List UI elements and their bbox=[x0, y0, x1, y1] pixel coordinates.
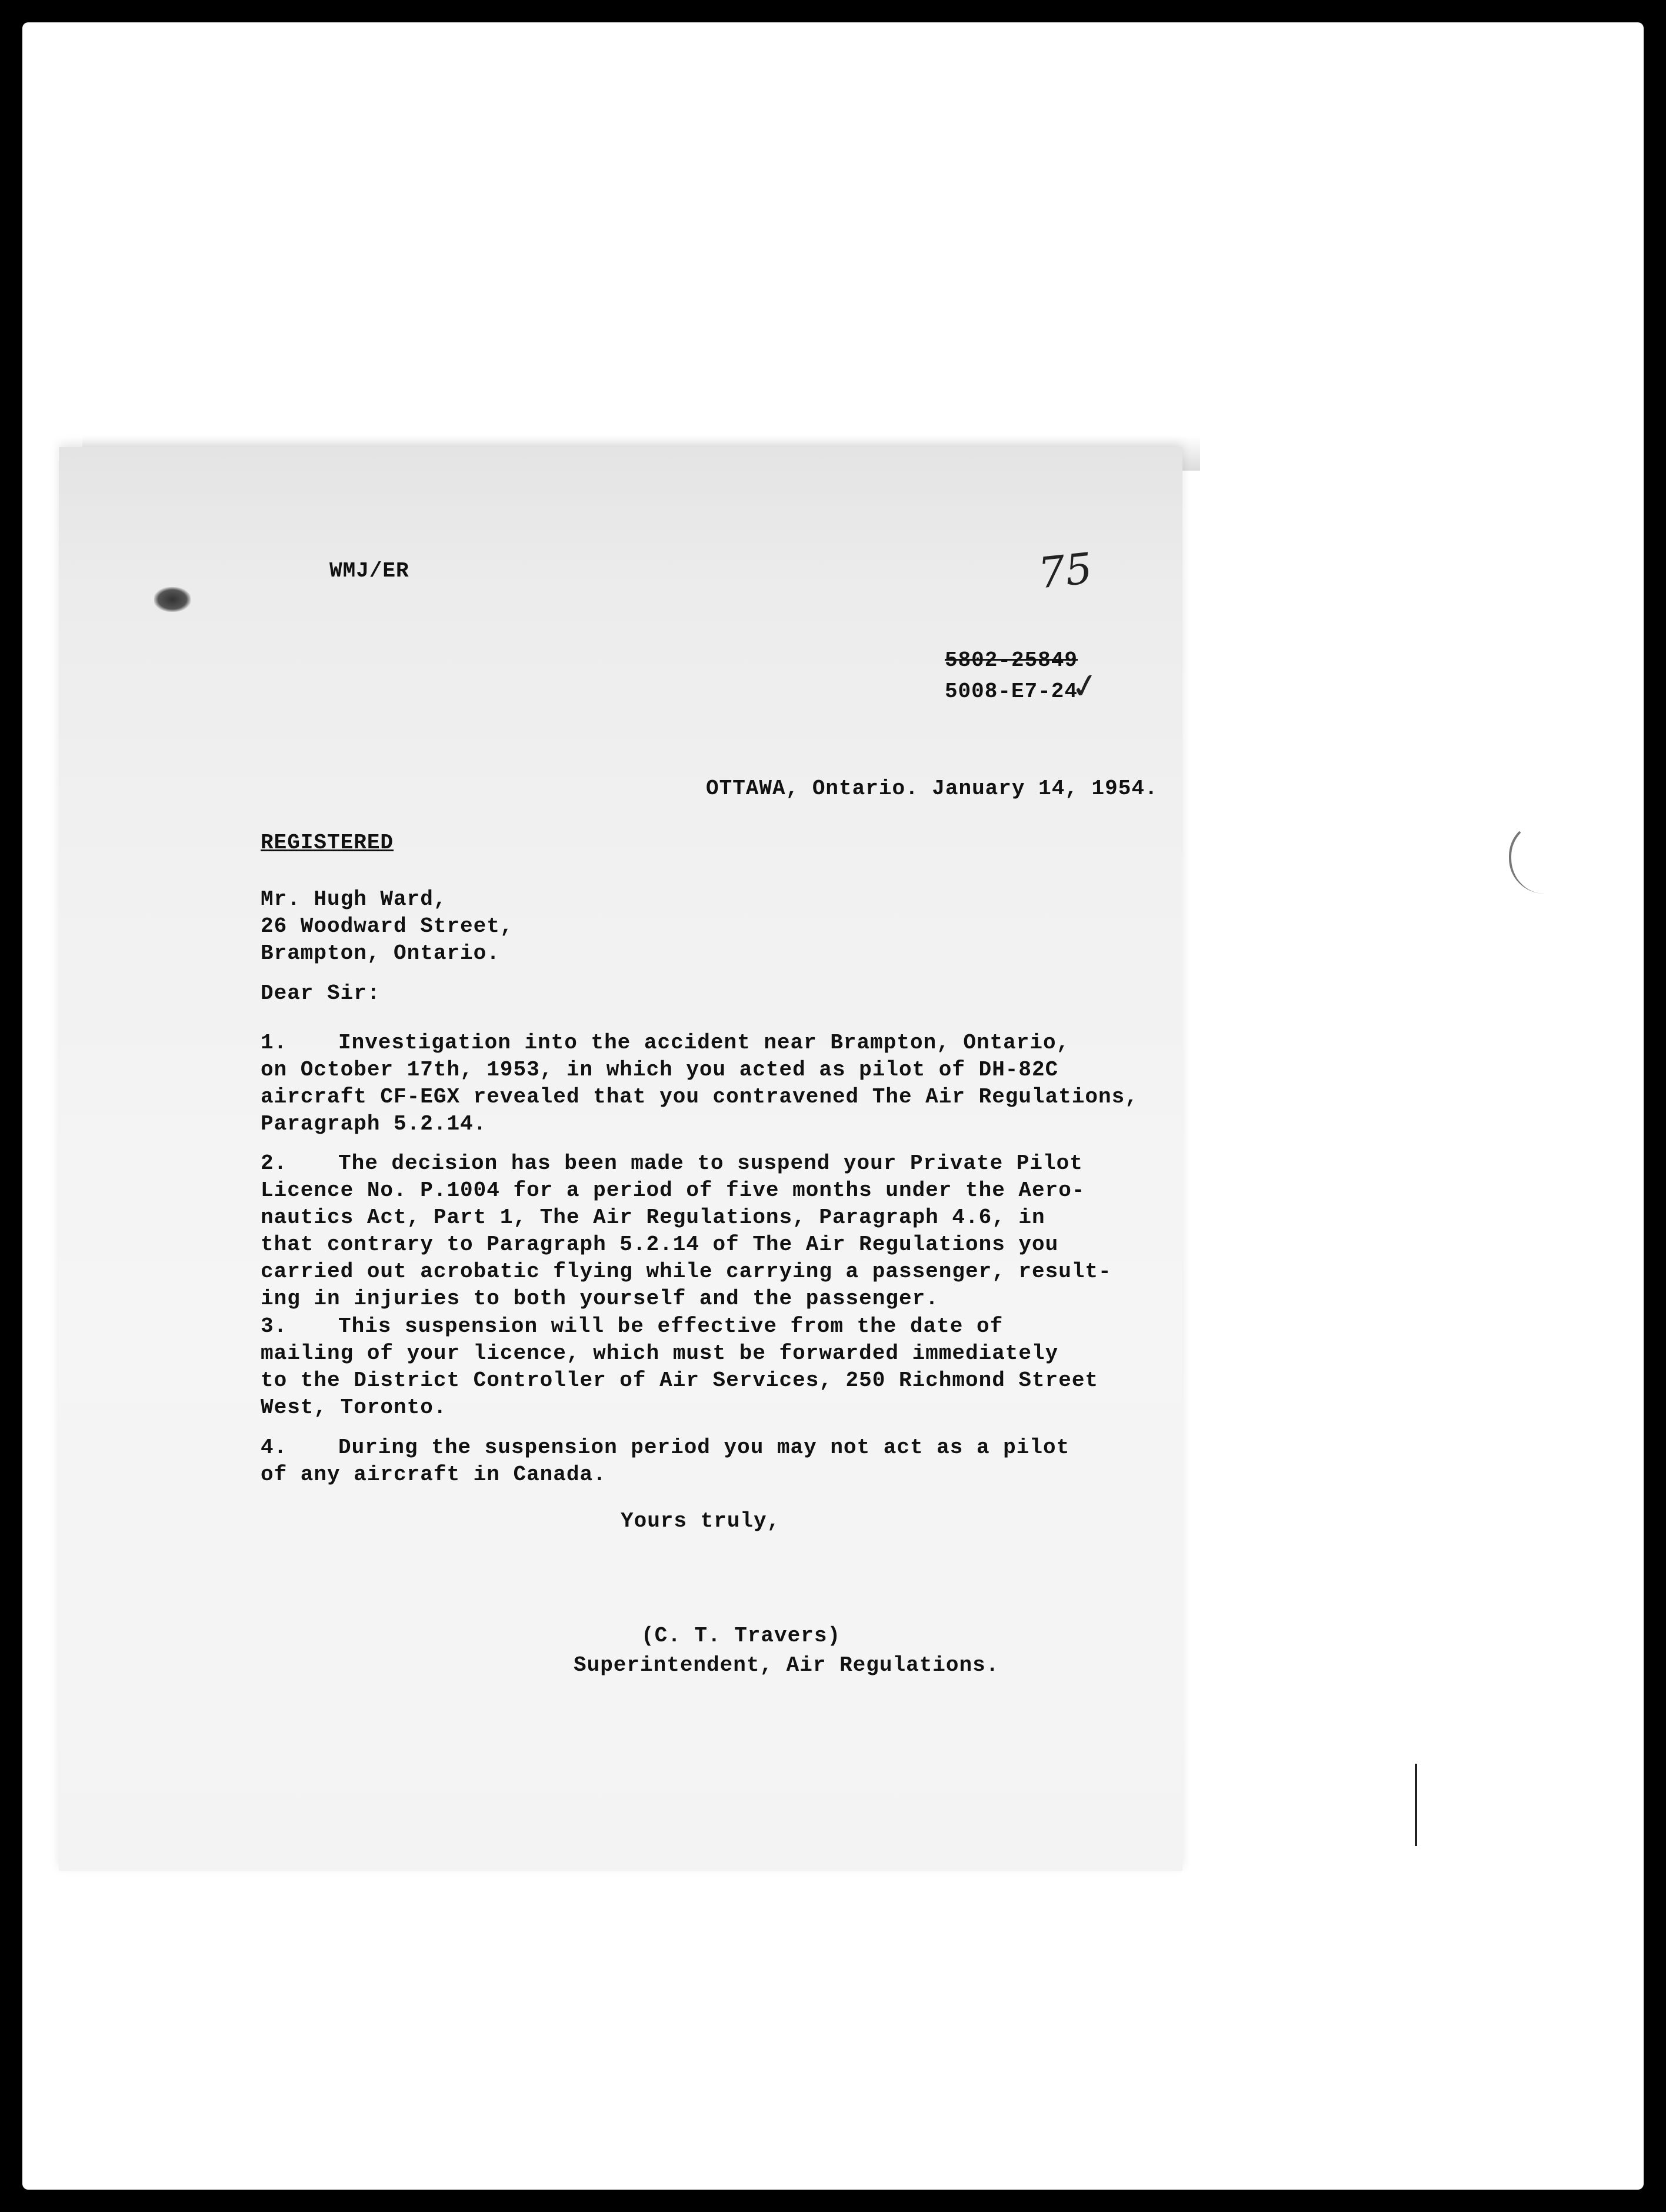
file-number-struck: 5802-25849 bbox=[944, 648, 1078, 672]
check-mark-icon: ✓ bbox=[1067, 664, 1103, 708]
ink-smudge bbox=[154, 587, 191, 612]
paragraph-number: 2. bbox=[261, 1151, 288, 1175]
paragraph-2 bbox=[261, 1150, 1112, 1312]
paragraph-number: 1. bbox=[261, 1031, 288, 1055]
paragraph-line bbox=[261, 1030, 1138, 1057]
paragraph-line: Licence No. P.1004 for a period of five months under the Aero- bbox=[261, 1178, 1085, 1202]
signatory-title: Superintendent, Air Regulations. bbox=[574, 1653, 999, 1677]
recipient-address bbox=[261, 886, 513, 967]
margin-vertical-mark bbox=[1415, 1764, 1417, 1846]
paragraph-number: 4. bbox=[261, 1435, 288, 1460]
handwritten-page-number: 75 bbox=[1035, 543, 1095, 598]
paragraph-text: The decision has been made to suspend your Private Pilot bbox=[338, 1151, 1083, 1175]
address-line: Brampton, Ontario. bbox=[261, 941, 500, 965]
address-line: Mr. Hugh Ward, bbox=[261, 887, 447, 911]
closing: Yours truly, bbox=[621, 1509, 781, 1533]
paragraph-line: carried out acrobatic flying while carrying a passenger, result- bbox=[261, 1260, 1112, 1284]
paragraph-line: ing in injuries to both yourself and the passenger. bbox=[261, 1287, 939, 1311]
paragraph-line bbox=[261, 1150, 1112, 1177]
reference-initials: WMJ/ER bbox=[329, 559, 409, 583]
paragraph-line bbox=[261, 1434, 1069, 1461]
paragraph-line: to the District Controller of Air Services, 250 Richmond Street bbox=[261, 1368, 1099, 1393]
paragraph-1 bbox=[261, 1030, 1138, 1138]
paragraph-text: Investigation into the accident near Brampton, Ontario, bbox=[338, 1031, 1070, 1055]
paragraph-4 bbox=[261, 1434, 1069, 1488]
paragraph-line: mailing of your licence, which must be forwarded immediately bbox=[261, 1341, 1059, 1365]
paragraph-line: of any aircraft in Canada. bbox=[261, 1463, 607, 1487]
paragraph-line: Paragraph 5.2.14. bbox=[261, 1112, 487, 1136]
paragraph-line: West, Toronto. bbox=[261, 1395, 447, 1420]
paragraph-3 bbox=[261, 1313, 1098, 1421]
salutation: Dear Sir: bbox=[261, 981, 381, 1005]
file-numbers bbox=[945, 648, 1078, 704]
registered-notice: REGISTERED bbox=[261, 831, 394, 855]
paragraph-number: 3. bbox=[261, 1314, 288, 1338]
dateline: OTTAWA, Ontario. January 14, 1954. bbox=[706, 777, 1158, 801]
file-number: 5008-E7-24 bbox=[944, 679, 1078, 704]
paragraph-line: nautics Act, Part 1, The Air Regulations, Paragraph 4.6, in bbox=[261, 1205, 1045, 1230]
paragraph-text: During the suspension period you may not act as a pilot bbox=[338, 1435, 1070, 1460]
paragraph-line: on October 17th, 1953, in which you acted as pilot of DH-82C bbox=[261, 1058, 1059, 1082]
paragraph-line: that contrary to Paragraph 5.2.14 of The Air Regulations you bbox=[261, 1232, 1059, 1257]
address-line: 26 Woodward Street, bbox=[261, 914, 514, 938]
paragraph-line: aircraft CF-EGX revealed that you contravened The Air Regulations, bbox=[261, 1085, 1138, 1109]
paragraph-line bbox=[261, 1313, 1098, 1340]
signatory-name: (C. T. Travers) bbox=[641, 1624, 841, 1648]
paragraph-text: This suspension will be effective from the date of bbox=[338, 1314, 1004, 1338]
